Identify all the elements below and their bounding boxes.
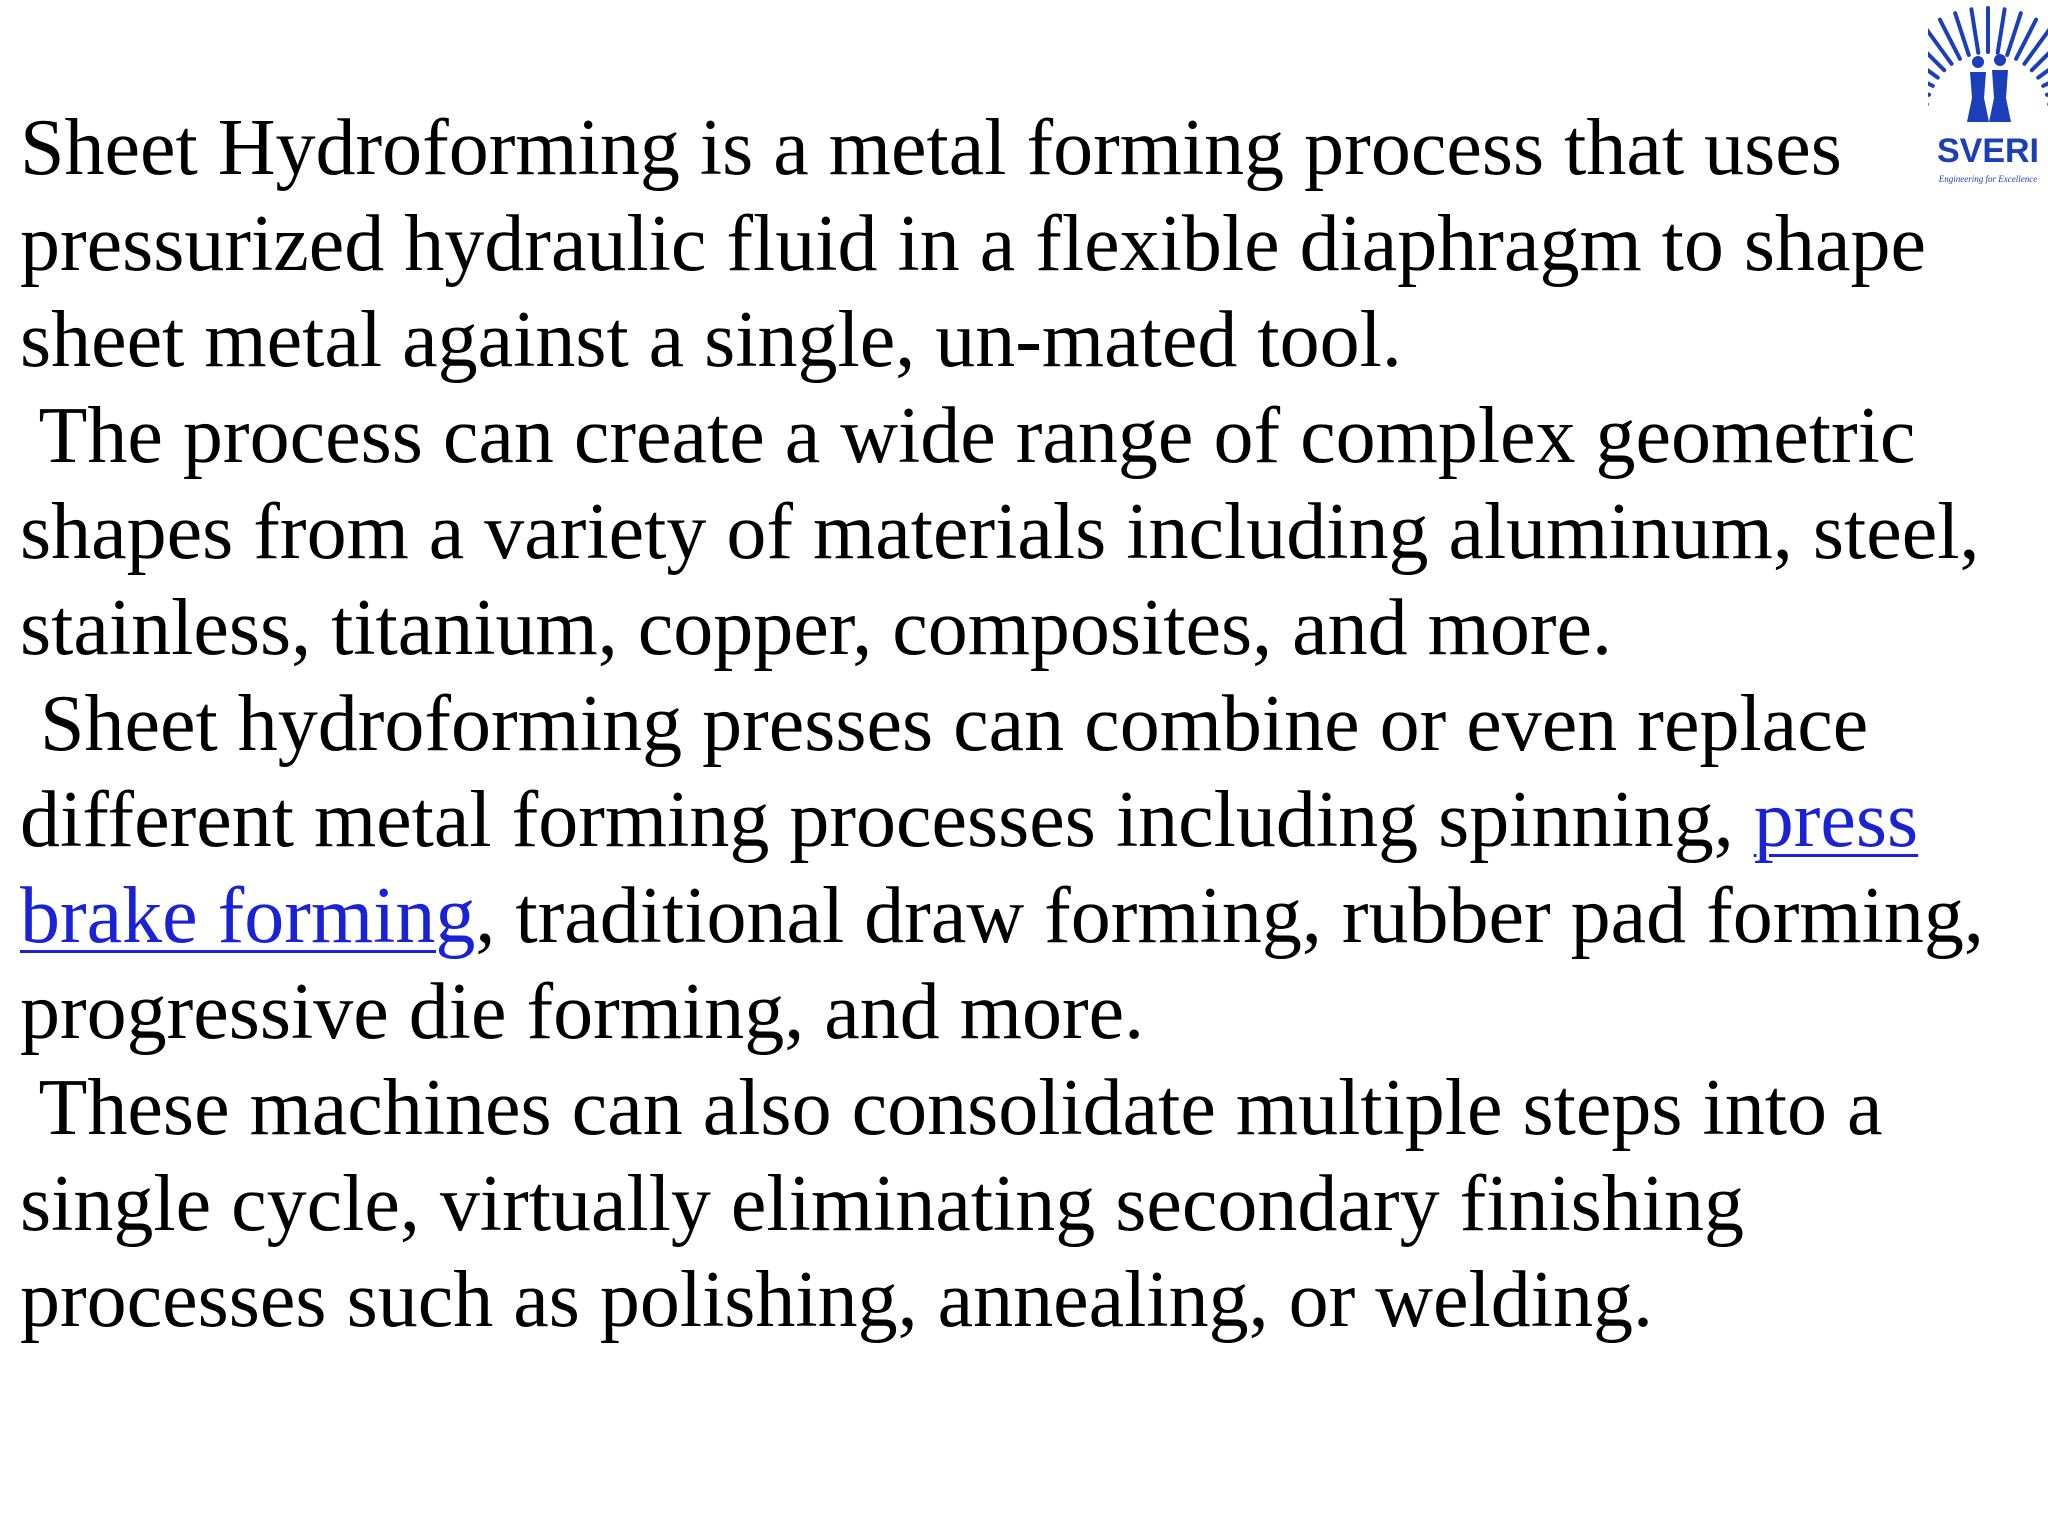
text-line: sheet metal against a single, un-mated tool. — [20, 296, 1402, 384]
logo-text: SVERI — [1936, 132, 2040, 170]
body-paragraphs — [20, 100, 2030, 1348]
text-line — [20, 868, 2030, 964]
logo-ray — [1971, 9, 1978, 53]
text-segment: , traditional draw forming, rubber pad forming, — [475, 872, 1984, 960]
text-line: These machines can also consolidate multiple steps into a — [20, 1064, 1883, 1152]
text-line: Sheet hydroforming presses can combine or even replace — [20, 680, 1869, 768]
logo-ray — [1998, 9, 2005, 53]
text-line: progressive die forming, and more. — [20, 968, 1145, 1056]
text-segment: different metal forming processes including spinning, — [20, 776, 1754, 864]
logo-ray — [1955, 13, 1969, 55]
press-brake-forming-link-continued[interactable]: brake forming — [20, 872, 476, 960]
text-line: shapes from a variety of materials including aluminum, steel, — [20, 488, 1980, 576]
text-line — [20, 772, 2030, 868]
text-line: single cycle, virtually eliminating secondary finishing — [20, 1160, 1745, 1248]
text-line: processes such as polishing, annealing, or welding. — [20, 1256, 1654, 1344]
text-line: stainless, titanium, copper, composites, and more. — [20, 584, 1613, 672]
logo-tagline: Engineering for Excellence — [1938, 174, 2038, 184]
logo-ray — [2007, 13, 2021, 55]
text-line: Sheet Hydroforming is a metal forming process that uses — [20, 104, 1842, 192]
text-line: The process can create a wide range of complex geometric — [20, 392, 1916, 480]
text-line: pressurized hydraulic fluid in a flexible diaphragm to shape — [20, 200, 1927, 288]
press-brake-forming-link[interactable]: press — [1753, 776, 1919, 864]
